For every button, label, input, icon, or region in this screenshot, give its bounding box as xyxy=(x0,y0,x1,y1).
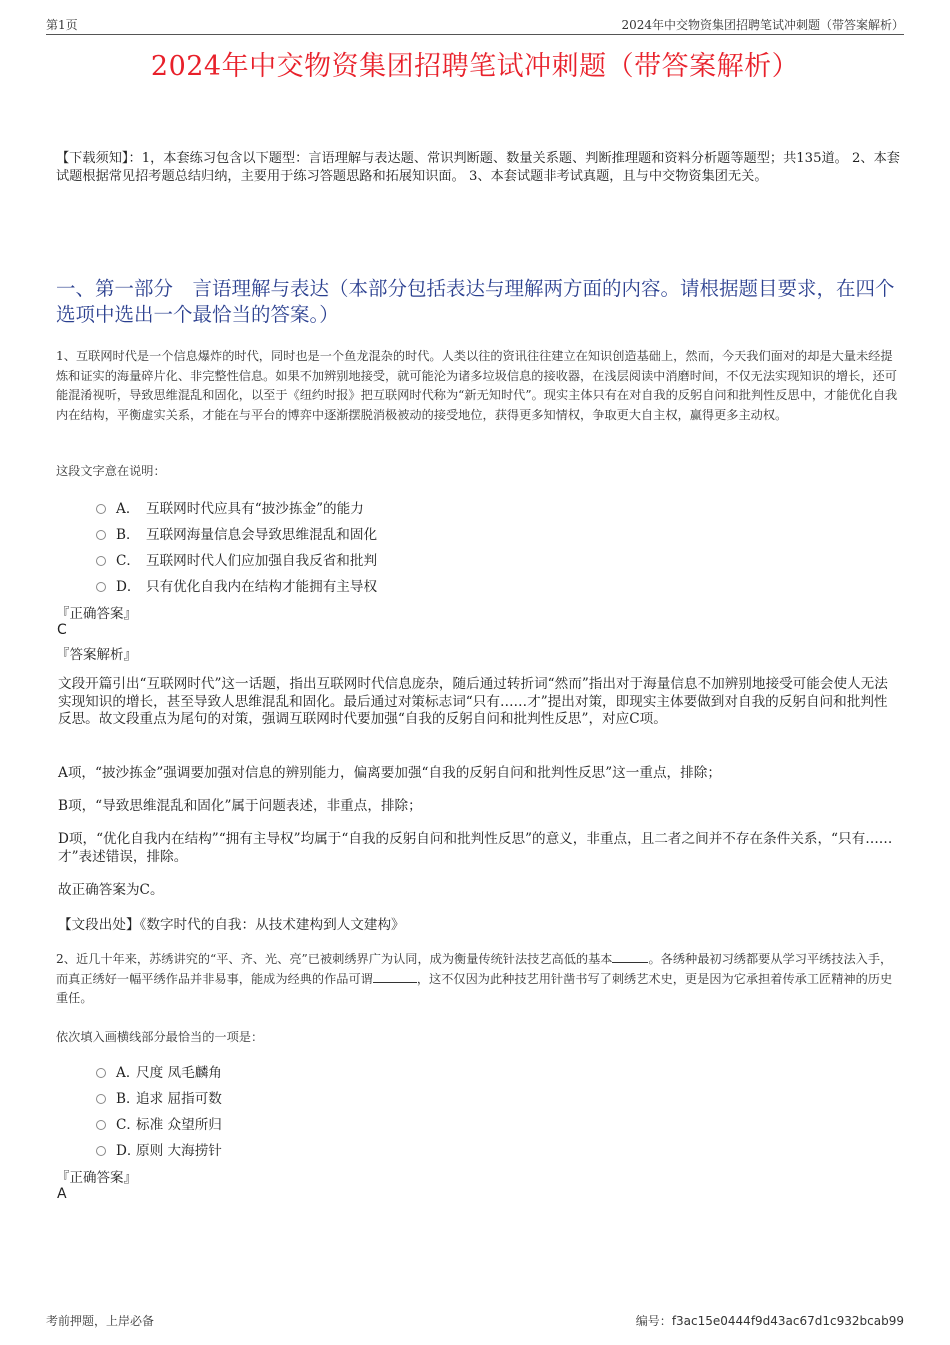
radio-icon[interactable] xyxy=(96,530,106,540)
q1-option-c[interactable]: C． 互联网时代人们应加强自我反省和批判 xyxy=(96,546,696,572)
radio-icon[interactable] xyxy=(96,1120,106,1130)
q1-analysis-paragraph: 故正确答案为C。 xyxy=(58,882,164,898)
q1-answer-label: 『正确答案』 xyxy=(56,606,137,622)
q2-option-b[interactable]: B． 追求 屈指可数 xyxy=(96,1084,696,1110)
document-title: 2024年中交物资集团招聘笔试冲刺题（带答案解析） xyxy=(150,51,800,82)
q1-answer: C xyxy=(57,622,67,638)
question-2-prompt: 依次填入画横线部分最恰当的一项是： xyxy=(56,1030,264,1044)
question-1-prompt: 这段文字意在说明： xyxy=(56,464,166,478)
q1-analysis-paragraph: 文段开篇引出“互联网时代”这一话题，指出互联网时代信息庞杂，随后通过转折词“然而”指出对于海量信息不加辨别地接受可能会使人无法实现知识的增长，甚至导致人思维混乱和固化。最后通过对策标志词“只有……才”提出对策，即现实主体要做到对自我的反躬自问和批判性反思。故文段重点为尾句的对策，强调互联网时代要加强“自我的反躬自问和批判性反思”，对应C项。 xyxy=(58,676,888,727)
q2-option-d[interactable]: D． 原则 大海捞针 xyxy=(96,1136,696,1162)
q1-source: 【文段出处】《数字时代的自我：从技术建构到人文建构》 xyxy=(58,917,405,933)
q2-option-a[interactable]: A． 尺度 凤毛麟角 xyxy=(96,1058,696,1084)
header-doc-title: 2024年中交物资集团招聘笔试冲刺题（带答案解析） xyxy=(621,18,904,32)
q1-analysis-label: 『答案解析』 xyxy=(56,647,137,663)
q1-analysis-paragraph: A项，“披沙拣金”强调要加强对信息的辨别能力，偏离要加强“自我的反躬自问和批判性反思”这一重点，排除； xyxy=(58,765,721,781)
question-2-options xyxy=(96,1058,696,1162)
footer-code: 编号：f3ac15e0444f9d43ac67d1c932bcab99 xyxy=(635,1314,904,1328)
radio-icon[interactable] xyxy=(96,1146,106,1156)
download-notice: 【下载须知】：1，本套练习包含以下题型：言语理解与表达题、常识判断题、数量关系题、判断推理题和资料分析题等题型；共135道。 2、本套试题根据常见招考题总结归纳，主要用于练习答题思路和拓展知识面。 3、本套试题非考试真题，且与中交物资集团无关。 xyxy=(56,151,900,184)
radio-icon[interactable] xyxy=(96,582,106,592)
radio-icon[interactable] xyxy=(96,1068,106,1078)
q1-option-b[interactable]: B． 互联网海量信息会导致思维混乱和固化 xyxy=(96,520,696,546)
q1-option-a[interactable]: A． 互联网时代应具有“披沙拣金”的能力 xyxy=(96,494,696,520)
page-number: 第1页 xyxy=(46,18,78,32)
footer-slogan: 考前押题，上岸必备 xyxy=(46,1314,155,1328)
q2-answer-label: 『正确答案』 xyxy=(56,1170,137,1186)
page-header xyxy=(46,14,904,35)
question-1-text: 1、互联网时代是一个信息爆炸的时代，同时也是一个鱼龙混杂的时代。人类以往的资讯往往建立在知识创造基础上，然而，今天我们面对的却是大量未经提炼和证实的海量碎片化、非完整性信息。如果不加辨别地接受，就可能沦为诸多垃圾信息的接收器，在浅层阅读中消磨时间，不仅无法实现知识的增长，还可能混淆视听，导致思维混乱和固化，以至于《纽约时报》把互联网时代称为“新无知时代”。现实主体只有在对自我的反躬自问和批判性反思中，才能优化自我内在结构，平衡虚实关系，才能在与平台的博弈中逐渐摆脱消极被动的接受地位，获得更多知情权，争取更大自主权，赢得更多主动权。 xyxy=(56,349,898,422)
q1-option-d[interactable]: D． 只有优化自我内在结构才能拥有主导权 xyxy=(96,572,696,598)
question-2-text: 2、近几十年来，苏绣讲究的“平、齐、光、亮”已被刺绣界广为认同，成为衡量传统针法技艺高低的基本 。各绣种最初习绣都要从学习平绣技法入手，而真正绣好一幅平绣作品并非易事，能成为经典的作品可谓 ，这不仅因为此种技艺用针凿书写了刺绣艺术史，更是因为它承担着传承工匠精神的历史重任。 xyxy=(56,952,893,1006)
radio-icon[interactable] xyxy=(96,504,106,514)
radio-icon[interactable] xyxy=(96,556,106,566)
question-1-options xyxy=(96,494,696,598)
q2-option-c[interactable]: C． 标准 众望所归 xyxy=(96,1110,696,1136)
section-title: 一、第一部分 言语理解与表达（本部分包括表达与理解两方面的内容。请根据题目要求，在四个选项中选出一个最恰当的答案。） xyxy=(56,277,895,326)
q2-answer: A xyxy=(57,1186,67,1202)
q1-analysis-paragraph: D项，“优化自我内在结构”“拥有主导权”均属于“自我的反躬自问和批判性反思”的意义，非重点，且二者之间并不存在条件关系，“只有……才”表述错误，排除。 xyxy=(58,831,893,865)
q1-analysis-paragraph: B项，“导致思维混乱和固化”属于问题表述，非重点，排除； xyxy=(58,798,422,814)
fill-blank xyxy=(612,950,648,963)
radio-icon[interactable] xyxy=(96,1094,106,1104)
fill-blank xyxy=(373,970,417,983)
